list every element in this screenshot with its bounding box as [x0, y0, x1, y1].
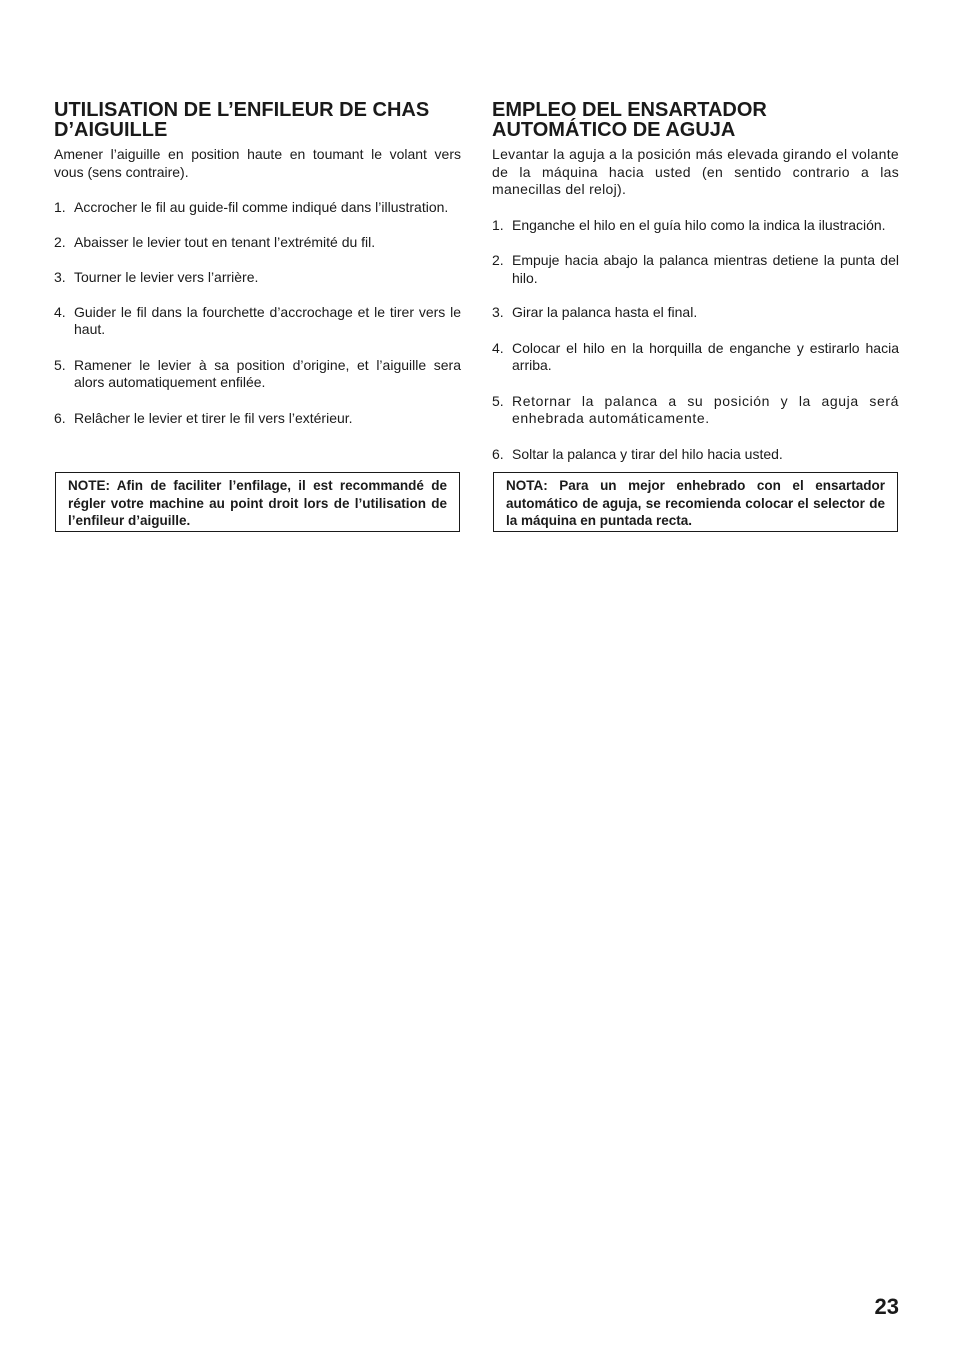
spanish-intro: Levantar la aguja a la posición más elevada girando el volante de la máquina hacia usted (en sentido contrario a las manecillas del reloj). — [492, 146, 899, 197]
step-text: Ramener le levier à sa position d’origine, et l’aiguille sera alors automatiquement enfilée. — [74, 356, 461, 390]
step-number: 3. — [492, 304, 504, 320]
step-text: Guider le fil dans la fourchette d’accrochage et le tirer vers le haut. — [74, 303, 461, 337]
french-step-1 — [54, 199, 461, 217]
french-intro: Amener l’aiguille en position haute en toumant le volant vers vous (sens contraire). — [54, 146, 461, 180]
spanish-step-3 — [492, 304, 899, 322]
french-steps — [54, 199, 461, 427]
spanish-step-2 — [492, 252, 899, 287]
step-text: Colocar el hilo en la horquilla de enganche y estirarlo hacia arriba. — [512, 339, 899, 373]
french-section — [54, 100, 461, 427]
step-text: Accrocher le fil au guide-fil comme indiqué dans l’illustration. — [74, 199, 449, 215]
step-number: 1. — [492, 216, 504, 233]
step-number: 4. — [54, 303, 66, 320]
spanish-note-text: NOTA: Para un mejor enhebrado con el ensartador automático de aguja, se recomienda colocar el selector de la máquina en puntada recta. — [506, 478, 885, 528]
french-title-line2: D’AIGUILLE — [54, 119, 168, 141]
spanish-steps — [492, 217, 899, 464]
french-title — [54, 100, 461, 140]
step-number: 6. — [492, 445, 504, 462]
spanish-step-1 — [492, 217, 899, 235]
spanish-section — [492, 100, 899, 463]
french-step-5 — [54, 357, 461, 392]
step-text: Girar la palanca hasta el final. — [512, 304, 698, 320]
french-title-line1: UTILISATION DE L’ENFILEUR DE CHAS — [54, 99, 430, 121]
step-text: Soltar la palanca y tirar del hilo hacia usted. — [512, 445, 783, 462]
step-text: Enganche el hilo en el guía hilo como la indica la ilustración. — [512, 216, 886, 233]
french-step-4 — [54, 304, 461, 339]
french-step-2 — [54, 234, 461, 252]
step-number: 6. — [54, 409, 66, 426]
spanish-note-box — [493, 472, 898, 532]
spanish-title-line1: EMPLEO DEL ENSARTADOR — [492, 99, 767, 121]
french-note-box — [55, 472, 460, 532]
step-number: 5. — [492, 392, 504, 409]
step-text: Retornar la palanca a su posición y la aguja será enhebrada automáticamente. — [512, 392, 899, 426]
spanish-step-5 — [492, 393, 899, 428]
french-step-6 — [54, 410, 461, 428]
spanish-step-4 — [492, 340, 899, 375]
step-number: 2. — [492, 252, 504, 268]
step-number: 3. — [54, 269, 66, 285]
french-note-text: NOTE: Afin de faciliter l’enfilage, il est recommandé de régler votre machine au point droit lors de l’utilisation de l’enfileur d’aiguille. — [68, 478, 447, 528]
step-number: 1. — [54, 199, 66, 215]
french-step-3 — [54, 269, 461, 287]
spanish-title-line2: AUTOMÁTICO DE AGUJA — [492, 119, 736, 141]
page-number: 23 — [874, 1294, 899, 1319]
step-text: Tourner le levier vers l’arrière. — [74, 269, 259, 285]
spanish-title — [492, 100, 899, 140]
step-text: Empuje hacia abajo la palanca mientras detiene la punta del hilo. — [512, 252, 899, 286]
step-text: Relâcher le levier et tirer le fil vers l’extérieur. — [74, 409, 353, 426]
spanish-step-6 — [492, 446, 899, 464]
step-number: 4. — [492, 339, 504, 356]
step-text: Abaisser le levier tout en tenant l’extrémité du fil. — [74, 233, 376, 250]
step-number: 5. — [54, 356, 66, 373]
step-number: 2. — [54, 233, 66, 250]
